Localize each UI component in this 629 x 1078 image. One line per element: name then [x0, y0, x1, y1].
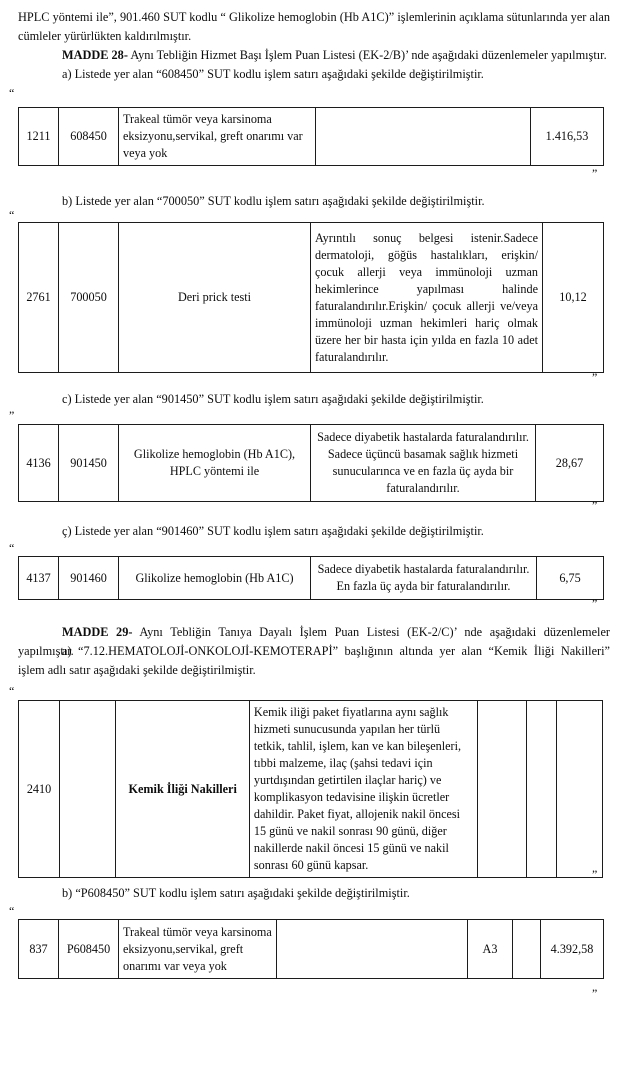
cell-col5: [477, 701, 526, 878]
cell-sira: 2410: [19, 701, 60, 878]
quote-close-table-700050: ”: [592, 370, 598, 384]
quote-open-table-700050: “: [9, 208, 15, 222]
quote-open-table-kemik-iligi: “: [9, 684, 15, 698]
cell-islem-adi: Trakeal tümör veya karsinoma eksizyonu,servikal, greft onarımı var veya yok: [119, 108, 316, 166]
cell-sut-kodu: 608450: [59, 108, 119, 166]
cell-grup: A3: [468, 920, 513, 979]
cell-islem-adi: Trakeal tümör veya karsinoma eksizyonu,servikal, greft onarımı var veya yok: [119, 920, 277, 979]
paragraph-intro: HPLC yöntemi ile”, 901.460 SUT kodlu “ Glikolize hemoglobin (Hb A1C)” işlemlerinin açıklama sütunlarında yer alan cümleler yürürlükten kaldırılmıştır.: [18, 10, 610, 43]
cell-puan: 28,67: [536, 425, 604, 502]
paragraph-28-c: c) Listede yer alan “901450” SUT kodlu işlem satırı aşağıdaki şekilde değiştirilmiştir.: [62, 392, 484, 406]
cell-sira: 2761: [19, 223, 59, 373]
madde-29-text: Aynı Tebliğin Tanıya Dayalı İşlem Puan Listesi (EK-2/C)’ nde aşağıdaki düzenlemeler yapılmıştır.: [18, 625, 610, 658]
table-901450: [18, 424, 604, 502]
quote-open-table-608450: “: [9, 86, 15, 100]
cell-aciklama: [316, 108, 531, 166]
cell-sut-kodu: [60, 701, 116, 878]
table-row: [19, 108, 604, 166]
cell-islem-adi: Glikolize hemoglobin (Hb A1C), HPLC yöntemi ile: [119, 425, 311, 502]
table-row: [19, 425, 604, 502]
cell-puan: 4.392,58: [541, 920, 604, 979]
table-700050: [18, 222, 604, 373]
cell-puan: 10,12: [543, 223, 604, 373]
cell-islem-adi: Kemik İliği Nakilleri: [116, 701, 249, 878]
madde-29-label: MADDE 29-: [62, 625, 133, 639]
cell-sira: 837: [19, 920, 59, 979]
madde-28-text: Aynı Tebliğin Hizmet Başı İşlem Puan Listesi (EK-2/B)’ nde aşağıdaki düzenlemeler yapılmıştır.: [127, 48, 607, 62]
paragraph-29-b: b) “P608450” SUT kodlu işlem satırı aşağıdaki şekilde değiştirilmiştir.: [62, 886, 410, 900]
cell-aciklama-text: Ayrıntılı sonuç belgesi istenir.Sadece dermatoloji, göğüs hastalıkları, erişkin/ çocuk allerji veya immünoloji uzman hekimlerince yapılması halinde faturalandırılır.Erişkin/ çocuk allerji ve/veya immünoloji uzman hekimleri hariç olmak üzere her bir hasta için yılda en fazla 10 adet faturalandırılır.: [315, 230, 538, 364]
table-608450: [18, 107, 604, 166]
cell-aciklama: Kemik iliği paket fiyatlarına aynı sağlık hizmeti sunucusunda yapılan her türlü tetkik, tahlil, işlem, kan ve kan bileşenleri, tıbbi malzeme, ilaç (şahsi tedavi için yurtdışından getirtilen ilaçlar hariç) ve komplikasyon tedavisine ilişkin ücretler dahildir. Paket fiyat, allojenik nakil öncesi 15 günü ve nakil sonrası 90 günü, diğer nakillerde nakil öncesi 15 günü ve nakil sonrası 60 günü kapsar.: [249, 701, 477, 878]
paragraph-28-a: a) Listede yer alan “608450” SUT kodlu işlem satırı aşağıdaki şekilde değiştirilmiştir.: [62, 67, 484, 81]
paragraph-29-a: a) “7.12.HEMATOLOJİ-ONKOLOJİ-KEMOTERAPİ” başlığının altında yer alan “Kemik İliği Nakilleri” işlem adlı satır aşağıdaki şekilde değiştirilmiştir.: [18, 644, 610, 677]
table-row: [19, 557, 604, 600]
table-p608450: [18, 919, 604, 979]
cell-sut-kodu: 901450: [59, 425, 119, 502]
quote-close-table-901450: ”: [592, 498, 598, 512]
table-901460: [18, 556, 604, 600]
cell-aciklama: Sadece diyabetik hastalarda faturalandırılır. Sadece üçüncü basamak sağlık hizmeti sunucularınca ve en fazla üç ayda bir faturalandırılır.: [311, 425, 536, 502]
cell-aciklama: Sadece diyabetik hastalarda faturalandırılır. En fazla üç ayda bir faturalandırılır.: [311, 557, 537, 600]
cell-sut-kodu: 901460: [59, 557, 119, 600]
madde-28-label: MADDE 28-: [62, 48, 128, 62]
cell-col6: [527, 701, 557, 878]
cell-aciklama: [311, 223, 543, 373]
table-row: [19, 701, 603, 878]
cell-sira: 4137: [19, 557, 59, 600]
cell-puan: 6,75: [537, 557, 604, 600]
cell-col7: [556, 701, 602, 881]
quote-open-table-p608450: “: [9, 904, 15, 918]
paragraph-28-b: b) Listede yer alan “700050” SUT kodlu işlem satırı aşağıdaki şekilde değiştirilmiştir.: [62, 194, 485, 208]
paragraph-28-cc: ç) Listede yer alan “901460” SUT kodlu işlem satırı aşağıdaki şekilde değiştirilmiştir.: [62, 524, 484, 538]
table-row: [19, 223, 604, 373]
cell-sut-kodu: P608450: [59, 920, 119, 979]
cell-islem-adi: Deri prick testi: [119, 223, 311, 373]
cell-col6: [513, 920, 541, 979]
cell-sira: 1211: [19, 108, 59, 166]
quote-open-table-901460: “: [9, 541, 15, 555]
cell-aciklama: [277, 920, 468, 979]
quote-close-table-kemik-iligi: ”: [592, 867, 598, 881]
cell-sut-kodu: 700050: [59, 223, 119, 373]
quote-close-table-p608450: ”: [592, 986, 598, 1000]
quote-open-table-901450: ”: [9, 408, 15, 422]
quote-close-table-608450: ”: [592, 166, 598, 180]
cell-islem-adi: Glikolize hemoglobin (Hb A1C): [119, 557, 311, 600]
cell-puan: 1.416,53: [531, 108, 604, 166]
paragraph-madde-28: [18, 46, 610, 65]
table-kemik-iligi-nakilleri: [18, 700, 603, 881]
quote-close-table-901460: ”: [592, 596, 598, 610]
cell-sira: 4136: [19, 425, 59, 502]
table-row: [19, 920, 604, 979]
